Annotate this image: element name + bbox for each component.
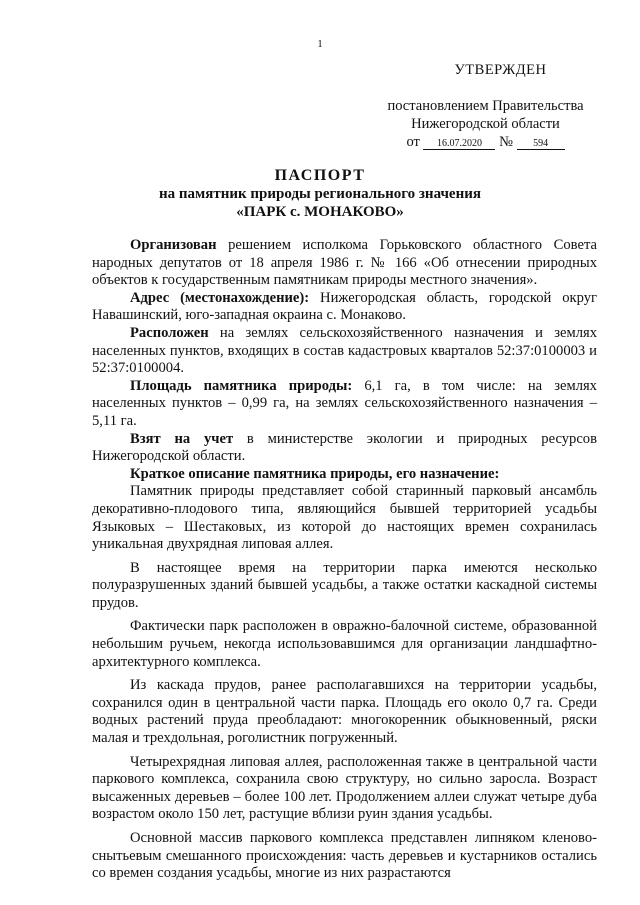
paragraph-location: [92, 325, 597, 378]
text-address: Нижегородская область, городской округ Навашинский, юго-западная окраина с. Монаково.: [92, 289, 597, 324]
paragraph-organized: [92, 237, 597, 290]
paragraph-description-1: Памятник природы представляет собой старинный парковый ансамбль декоративно-плодового типа, являющийся бывшей территорией усадьбы Языковых – Шестаковых, из которой до настоящих времен сохранилась уникальная двухрядная липовая аллея.: [92, 483, 597, 553]
label-address: Адрес (местонахождение):: [130, 289, 310, 306]
title-line-1: ПАСПОРТ: [274, 167, 366, 184]
label-registered: Взят на учет: [130, 430, 234, 447]
approval-date: 16.07.2020: [423, 138, 495, 150]
page-number: 1: [317, 38, 323, 50]
from-label: от: [406, 134, 420, 150]
text-area: 6,1 га, в том числе: на землях населенных пунктов – 0,99 га, на землях сельскохозяйственного назначения – 5,11 га.: [92, 377, 597, 429]
paragraph-description-2: В настоящее время на территории парка имеются несколько полуразрушенных зданий бывшей усадьбы, а также остатки каскадной системы прудов.: [92, 559, 597, 611]
document-body: [92, 237, 597, 883]
approval-line-2: Нижегородской области: [411, 116, 560, 132]
label-description: Краткое описание памятника природы, его назначение:: [130, 465, 500, 482]
title-line-2: на памятник природы регионального значения: [159, 186, 481, 202]
approval-date-line: [378, 133, 593, 151]
approval-heading: УТВЕРЖДЕН: [454, 62, 547, 78]
paragraph-description-5: Четырехрядная липовая аллея, расположенная также в центральной части паркового комплекса, сохранила свою структуру, но сильно заросла. Возраст высаженных деревьев – более 100 лет. Продолжением аллеи служат четыре дуба возрастом около 150 лет, растущие вблизи руин здания усадьбы.: [92, 753, 597, 823]
paragraph-registered: [92, 431, 597, 466]
document-title: [0, 166, 640, 221]
approval-number: 594: [517, 138, 565, 150]
number-sign: №: [499, 134, 513, 150]
label-location: Расположен: [130, 324, 209, 341]
text-organized: решением исполкома Горьковского областного Совета народных депутатов от 18 апреля 1986 г. № 166 «Об отнесении природных объектов к государственным памятникам природы местного значения».: [92, 237, 597, 289]
label-organized: Организован: [130, 237, 217, 253]
approval-line-1: постановлением Правительства: [387, 98, 584, 114]
paragraph-description-heading: [92, 466, 597, 484]
approval-block: [378, 62, 593, 151]
paragraph-area: [92, 378, 597, 431]
paragraph-description-6: Основной массив паркового комплекса представлен липняком кленово-снытьевым смешанного происхождения: часть деревьев и кустарников остались со времен создания усадьбы, многие из них разрастаются: [92, 830, 597, 882]
label-area: Площадь памятника природы:: [130, 377, 353, 394]
title-line-3: «ПАРК с. МОНАКОВО»: [236, 204, 404, 220]
text-registered: в министерстве экологии и природных ресурсов Нижегородской области.: [92, 430, 597, 465]
text-location: на землях сельскохозяйственного назначения и землях населенных пунктов, входящих в состав кадастровых кварталов 52:37:0100003 и 52:37:0100004.: [92, 324, 597, 377]
paragraph-description-3: Фактически парк расположен в овражно-балочной системе, образованной небольшим ручьем, некогда использовавшимся для организации ландшафтно-архитектурного комплекса.: [92, 618, 597, 670]
paragraph-description-4: Из каскада прудов, ранее располагавшихся на территории усадьбы, сохранился один в центральной части парка. Площадь его около 0,7 га. Среди водных растений пруда преобладают: многокоренник обыкновенный, ряски малая и трехдольная, роголистник погруженный.: [92, 677, 597, 747]
paragraph-address: [92, 290, 597, 325]
